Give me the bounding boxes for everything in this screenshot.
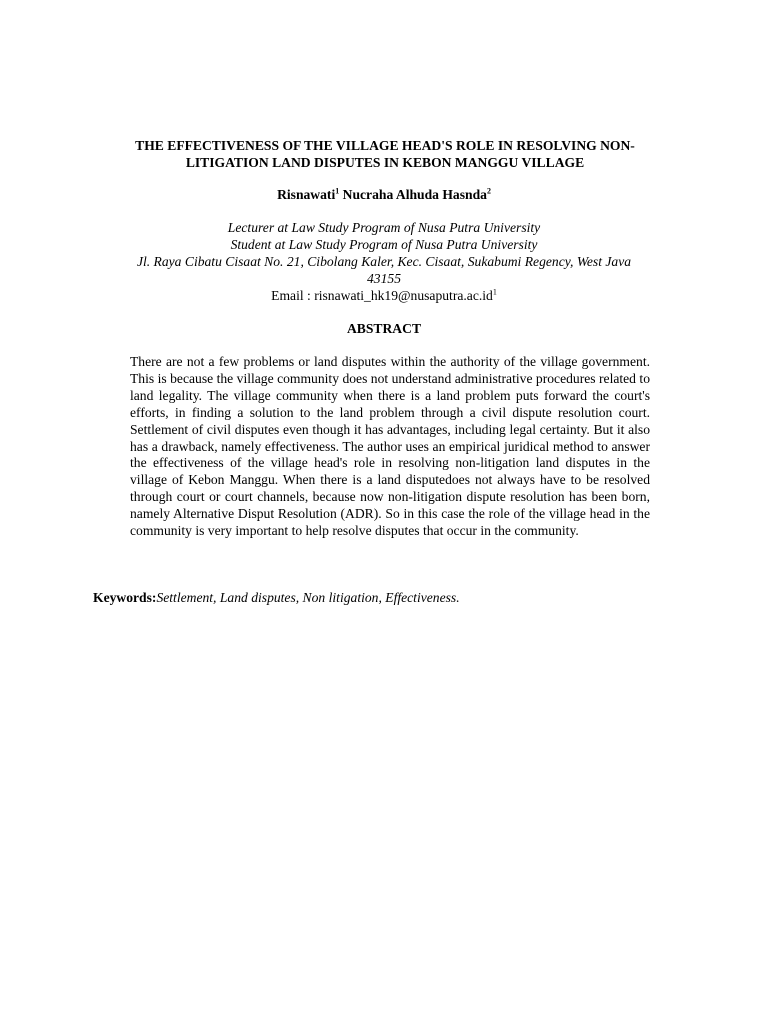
title-line-2: LITIGATION LAND DISPUTES IN KEBON MANGGU VILLAGE <box>185 155 585 170</box>
keywords-line <box>93 589 693 606</box>
keywords-value: Settlement, Land disputes, Non litigation, Effectiveness. <box>156 590 460 605</box>
email-label: Email : <box>271 288 315 303</box>
affiliations <box>90 219 678 304</box>
email-address: risnawati_hk19@nusaputra.ac.id <box>314 288 493 303</box>
affiliation-line-1: Lecturer at Law Study Program of Nusa Putra University <box>227 220 541 235</box>
author-2-name: Nucraha Alhuda Hasnda <box>342 187 487 202</box>
paper-title <box>90 137 680 171</box>
email-line <box>90 287 678 304</box>
title-line-1: THE EFFECTIVENESS OF THE VILLAGE HEAD'S ROLE IN RESOLVING NON- <box>135 138 635 153</box>
email-superscript: 1 <box>492 287 497 297</box>
author-1-name: Risnawati <box>277 187 336 202</box>
affiliation-line-2: Student at Law Study Program of Nusa Putra University <box>230 237 538 252</box>
author-1-superscript: 1 <box>335 186 340 196</box>
author-list <box>0 186 768 203</box>
keywords-label: Keywords: <box>93 590 157 605</box>
affiliation-postal-code: 43155 <box>367 271 401 286</box>
affiliation-address: Jl. Raya Cibatu Cisaat No. 21, Cibolang Kaler, Kec. Cisaat, Sukabumi Regency, West Java <box>136 254 632 269</box>
abstract-body: There are not a few problems or land disputes within the authority of the village government. This is because the village community does not understand administrative procedures related to land legality. The village community when there is a land problem puts forward the court's efforts, in finding a solution to the land problem through a civil dispute resolution court. Settlement of civil disputes even though it has advantages, including legal certainty. But it also has a drawback, namely effectiveness. The author uses an empirical juridical method to answer the effectiveness of the village head's role in resolving non-litigation land disputes in the village of Kebon Manggu. When there is a land disputedoes not always have to be resolved through court or court channels, because now non-litigation dispute resolution has been born, namely Alternative Disput Resolution (ADR). So in this case the role of the village head in the community is very important to help resolve disputes that occur in the community. <box>130 354 650 539</box>
author-2-superscript: 2 <box>486 186 491 196</box>
abstract-heading: ABSTRACT <box>346 321 422 336</box>
